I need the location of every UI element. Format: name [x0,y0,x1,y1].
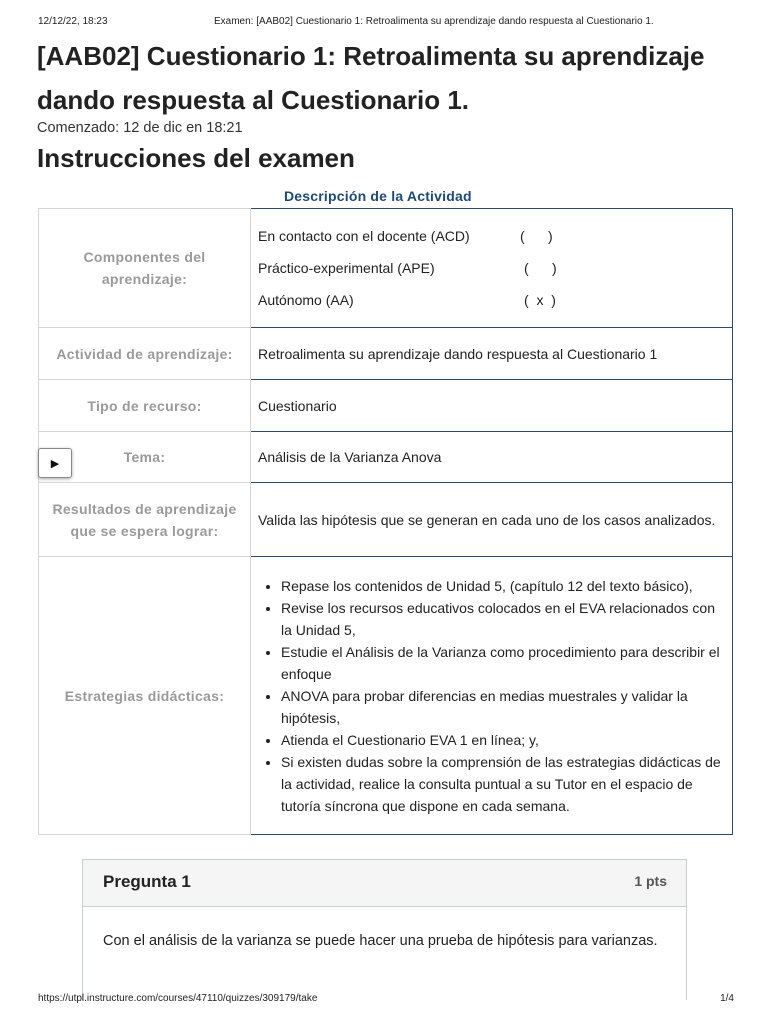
list-item: • Atienda el Cuestionario EVA 1 en línea; y, [281,729,724,751]
question-text: Con el análisis de la varianza se puede hacer una prueba de hipótesis para varianzas. [103,933,658,949]
strategies-row [39,557,733,835]
strategies-list [258,575,724,817]
resource-label: Tipo de recurso: [39,380,251,432]
activity-value: Retroalimenta su aprendizaje dando respuesta al Cuestionario 1 [251,328,733,380]
started-timestamp: Comenzado: 12 de dic en 18:21 [37,120,243,136]
list-item: • Revise los recursos educativos colocados en el EVA relacionados con la Unidad 5, [281,597,724,641]
component-mark: ( ) [524,260,557,276]
component-mark: ( ) [520,228,553,244]
results-value: Valida las hipótesis que se generan en cada uno de los casos analizados. [251,483,733,557]
activity-description-table [38,208,733,835]
question-title: Pregunta 1 [103,872,191,891]
instructions-heading: Instrucciones del examen [37,143,355,173]
question-card [82,859,687,1000]
play-icon: ▶ [50,457,60,470]
list-item: • ANOVA para probar diferencias en medias muestrales y validar la hipótesis, [281,685,724,729]
list-item: • Si existen dudas sobre la comprensión de las estrategias didácticas de la actividad, realice la consulta puntual a su Tutor en el espacio de tutoría síncrona que dispone en cada semana. [281,751,724,817]
component-name: Práctico-experimental (APE) [258,260,435,276]
print-url: https://utpl.instructure.com/courses/47110/quizzes/309179/take [38,993,318,1004]
topic-row [39,432,733,483]
results-label: Resultados de aprendizaje que se espera lograr: [39,483,251,557]
components-row [39,209,733,328]
activity-label: Actividad de aprendizaje: [39,328,251,380]
component-item [258,220,724,252]
components-value [251,209,733,328]
component-name: Autónomo (AA) [258,292,354,308]
resource-row [39,380,733,432]
list-item: • Repase los contenidos de Unidad 5, (capítulo 12 del texto básico), [281,575,724,597]
print-title: Examen: [AAB02] Cuestionario 1: Retroalimenta su aprendizaje dando respuesta al Cuestionario 1. [214,16,654,27]
component-item [258,284,724,316]
print-header [38,16,734,30]
question-header [83,860,686,907]
results-row [39,483,733,557]
print-footer [38,993,734,1004]
question-points: 1 pts [634,873,667,889]
print-page-number: 1/4 [720,993,734,1004]
activity-description-caption: Descripción de la Actividad [284,188,472,204]
component-item [258,252,724,284]
list-item: • Estudie el Análisis de la Varianza como procedimiento para describir el enfoque [281,641,724,685]
components-label: Componentes del aprendizaje: [39,209,251,328]
play-button[interactable] [38,448,72,478]
component-mark: ( x ) [524,292,556,308]
topic-value: Análisis de la Varianza Anova [251,432,733,483]
print-date: 12/12/22, 18:23 [38,16,108,27]
activity-row [39,328,733,380]
quiz-title: [AAB02] Cuestionario 1: Retroalimenta su aprendizaje dando respuesta al Cuestionario 1. [37,41,705,115]
topic-label: Tema: [39,432,251,483]
resource-value: Cuestionario [251,380,733,432]
strategies-label: Estrategias didácticas: [39,557,251,835]
component-name: En contacto con el docente (ACD) [258,228,470,244]
strategies-value [251,557,733,835]
